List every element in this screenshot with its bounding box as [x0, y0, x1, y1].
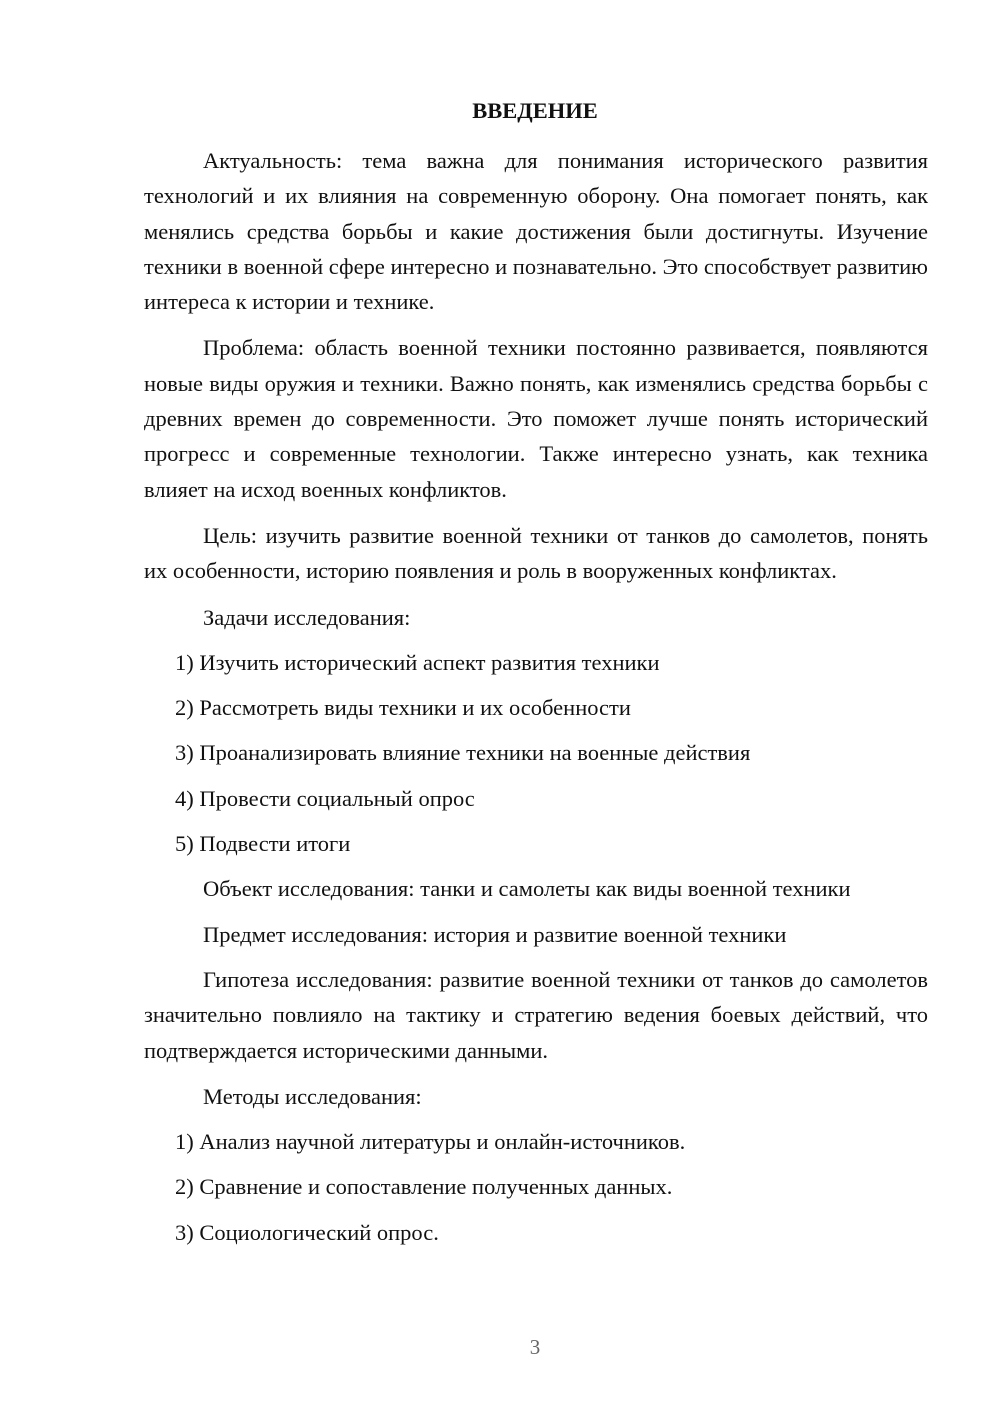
paragraph-hypothesis: Гипотеза исследования: развитие военной техники от танков до самолетов значительно повлияло на тактику и стратегию ведения боевых действий, что подтверждается историческими данными. — [144, 966, 928, 1063]
paragraph-relevance: Актуальность: тема важна для понимания исторического развития технологий и их влияния на современную оборону. Она помогает понять, как менялись средства борьбы и какие достижения были достигнуты. Изучение техники в военной сфере интересно и познавательно. Это способствует развитию интереса к истории и технике. — [144, 148, 928, 315]
list-item-method: 3) Социологический опрос. — [175, 1219, 439, 1245]
list-item-task: 1) Изучить исторический аспект развития техники — [175, 649, 660, 675]
paragraph-object: Объект исследования: танки и самолеты как виды военной техники — [203, 876, 851, 902]
paragraph-subject: Предмет исследования: история и развитие военной техники — [203, 921, 787, 947]
document-body — [144, 143, 928, 1260]
list-item-task: 3) Проанализировать влияние техники на военные действия — [175, 740, 751, 766]
tasks-list — [144, 645, 928, 861]
list-item-method: 1) Анализ научной литературы и онлайн-источников. — [175, 1129, 686, 1155]
methods-list — [144, 1124, 928, 1250]
list-item-task: 5) Подвести итоги — [175, 831, 351, 857]
list-item-task: 2) Рассмотреть виды техники и их особенности — [175, 695, 631, 721]
list-item-method: 2) Сравнение и сопоставление полученных данных. — [175, 1174, 673, 1200]
list-item-task: 4) Провести социальный опрос — [175, 785, 475, 811]
tasks-heading: Задачи исследования: — [203, 604, 411, 630]
paragraph-problem: Проблема: область военной техники постоянно развивается, появляются новые виды оружия и техники. Важно понять, как изменялись средства борьбы с древних времен до современности. Это поможет лучше понять исторический прогресс и современные технологии. Также интересно узнать, как техника влияет на исход военных конфликтов. — [144, 335, 928, 502]
page-title: ВВЕДЕНИЕ — [472, 98, 598, 123]
methods-heading: Методы исследования: — [203, 1083, 422, 1109]
paragraph-goal: Цель: изучить развитие военной техники от танков до самолетов, понять их особенности, историю появления и роль в вооруженных конфликтах. — [144, 522, 928, 584]
page-number: 3 — [529, 1335, 541, 1359]
